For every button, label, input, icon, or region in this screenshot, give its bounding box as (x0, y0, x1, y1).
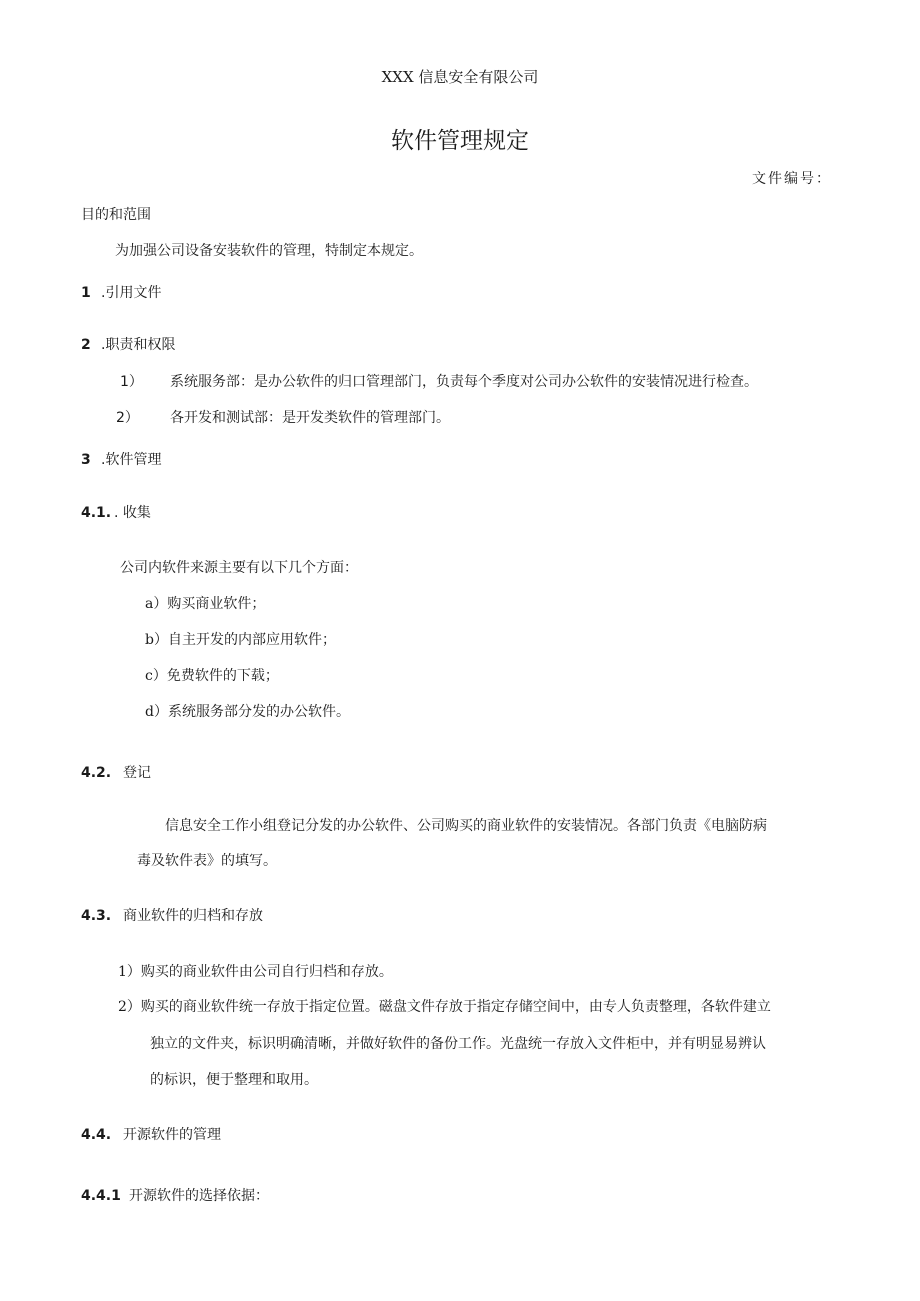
section-3-heading (81, 449, 161, 469)
section-4-4-1-title: 开源软件的选择依据： (129, 1188, 269, 1204)
registration-text-line: 毒及软件表》的填写。 (137, 853, 277, 869)
archive-item-line: 独立的文件夹，标识明确清晰，并做好软件的备份工作。光盘统一存放入文件柜中，并有明显易辨认 (150, 1036, 766, 1052)
responsibility-item (116, 407, 450, 427)
source-item: a）购买商业软件； (145, 596, 266, 612)
company-name: XXX 信息安全有限公司 (381, 68, 539, 86)
section-4-4-title: 开源软件的管理 (123, 1127, 221, 1143)
section-4-1-heading (81, 502, 151, 522)
section-4-1-title: . 收集 (114, 505, 151, 521)
section-2-number: 2 (81, 337, 91, 353)
responsibility-item-number: 2） (116, 410, 139, 426)
section-4-2-heading (81, 762, 151, 782)
section-4-1-number: 4.1. (81, 505, 112, 521)
section-4-3-title: 商业软件的归档和存放 (123, 908, 263, 924)
section-4-3-heading (81, 905, 263, 925)
archive-item-line: 2）购买的商业软件统一存放于指定位置。磁盘文件存放于指定存储空间中，由专人负责整理，各软件建立 (118, 999, 771, 1015)
section-4-4-1-number: 4.4.1 (81, 1188, 121, 1204)
section-4-4-number: 4.4. (81, 1127, 112, 1143)
section-3-title: .软件管理 (101, 452, 162, 468)
archive-item: 1）购买的商业软件由公司自行归档和存放。 (118, 964, 393, 980)
section-2-heading (81, 334, 175, 354)
registration-text-line: 信息安全工作小组登记分发的办公软件、公司购买的商业软件的安装情况。各部门负责《电脑防病 (165, 818, 767, 834)
source-item: c）免费软件的下载； (145, 668, 279, 684)
responsibility-item-text: 各开发和测试部：是开发类软件的管理部门。 (170, 410, 450, 426)
section-4-2-title: 登记 (123, 765, 151, 781)
section-4-4-1-heading (81, 1185, 269, 1205)
archive-item-line: 的标识，便于整理和取用。 (150, 1072, 318, 1088)
section-2-title: .职责和权限 (101, 337, 176, 353)
section-4-2-number: 4.2. (81, 765, 112, 781)
section-1-title: .引用文件 (101, 285, 162, 301)
document-title: 软件管理规定 (391, 128, 529, 154)
purpose-text: 为加强公司设备安装软件的管理，特制定本规定。 (115, 243, 423, 259)
section-4-4-heading (81, 1124, 221, 1144)
document-number-label: 文件编号： (752, 171, 832, 187)
responsibility-item-number: 1） (120, 374, 143, 390)
responsibility-item-text: 系统服务部：是办公软件的归口管理部门，负责每个季度对公司办公软件的安装情况进行检查。 (170, 374, 758, 390)
responsibility-item (120, 371, 758, 391)
purpose-heading: 目的和范围 (81, 207, 151, 223)
section-1-heading (81, 282, 161, 302)
sources-intro: 公司内软件来源主要有以下几个方面： (120, 560, 358, 576)
section-4-3-number: 4.3. (81, 908, 112, 924)
source-item: b）自主开发的内部应用软件； (145, 632, 336, 648)
section-1-number: 1 (81, 285, 91, 301)
source-item: d）系统服务部分发的办公软件。 (145, 704, 350, 720)
section-3-number: 3 (81, 452, 91, 468)
